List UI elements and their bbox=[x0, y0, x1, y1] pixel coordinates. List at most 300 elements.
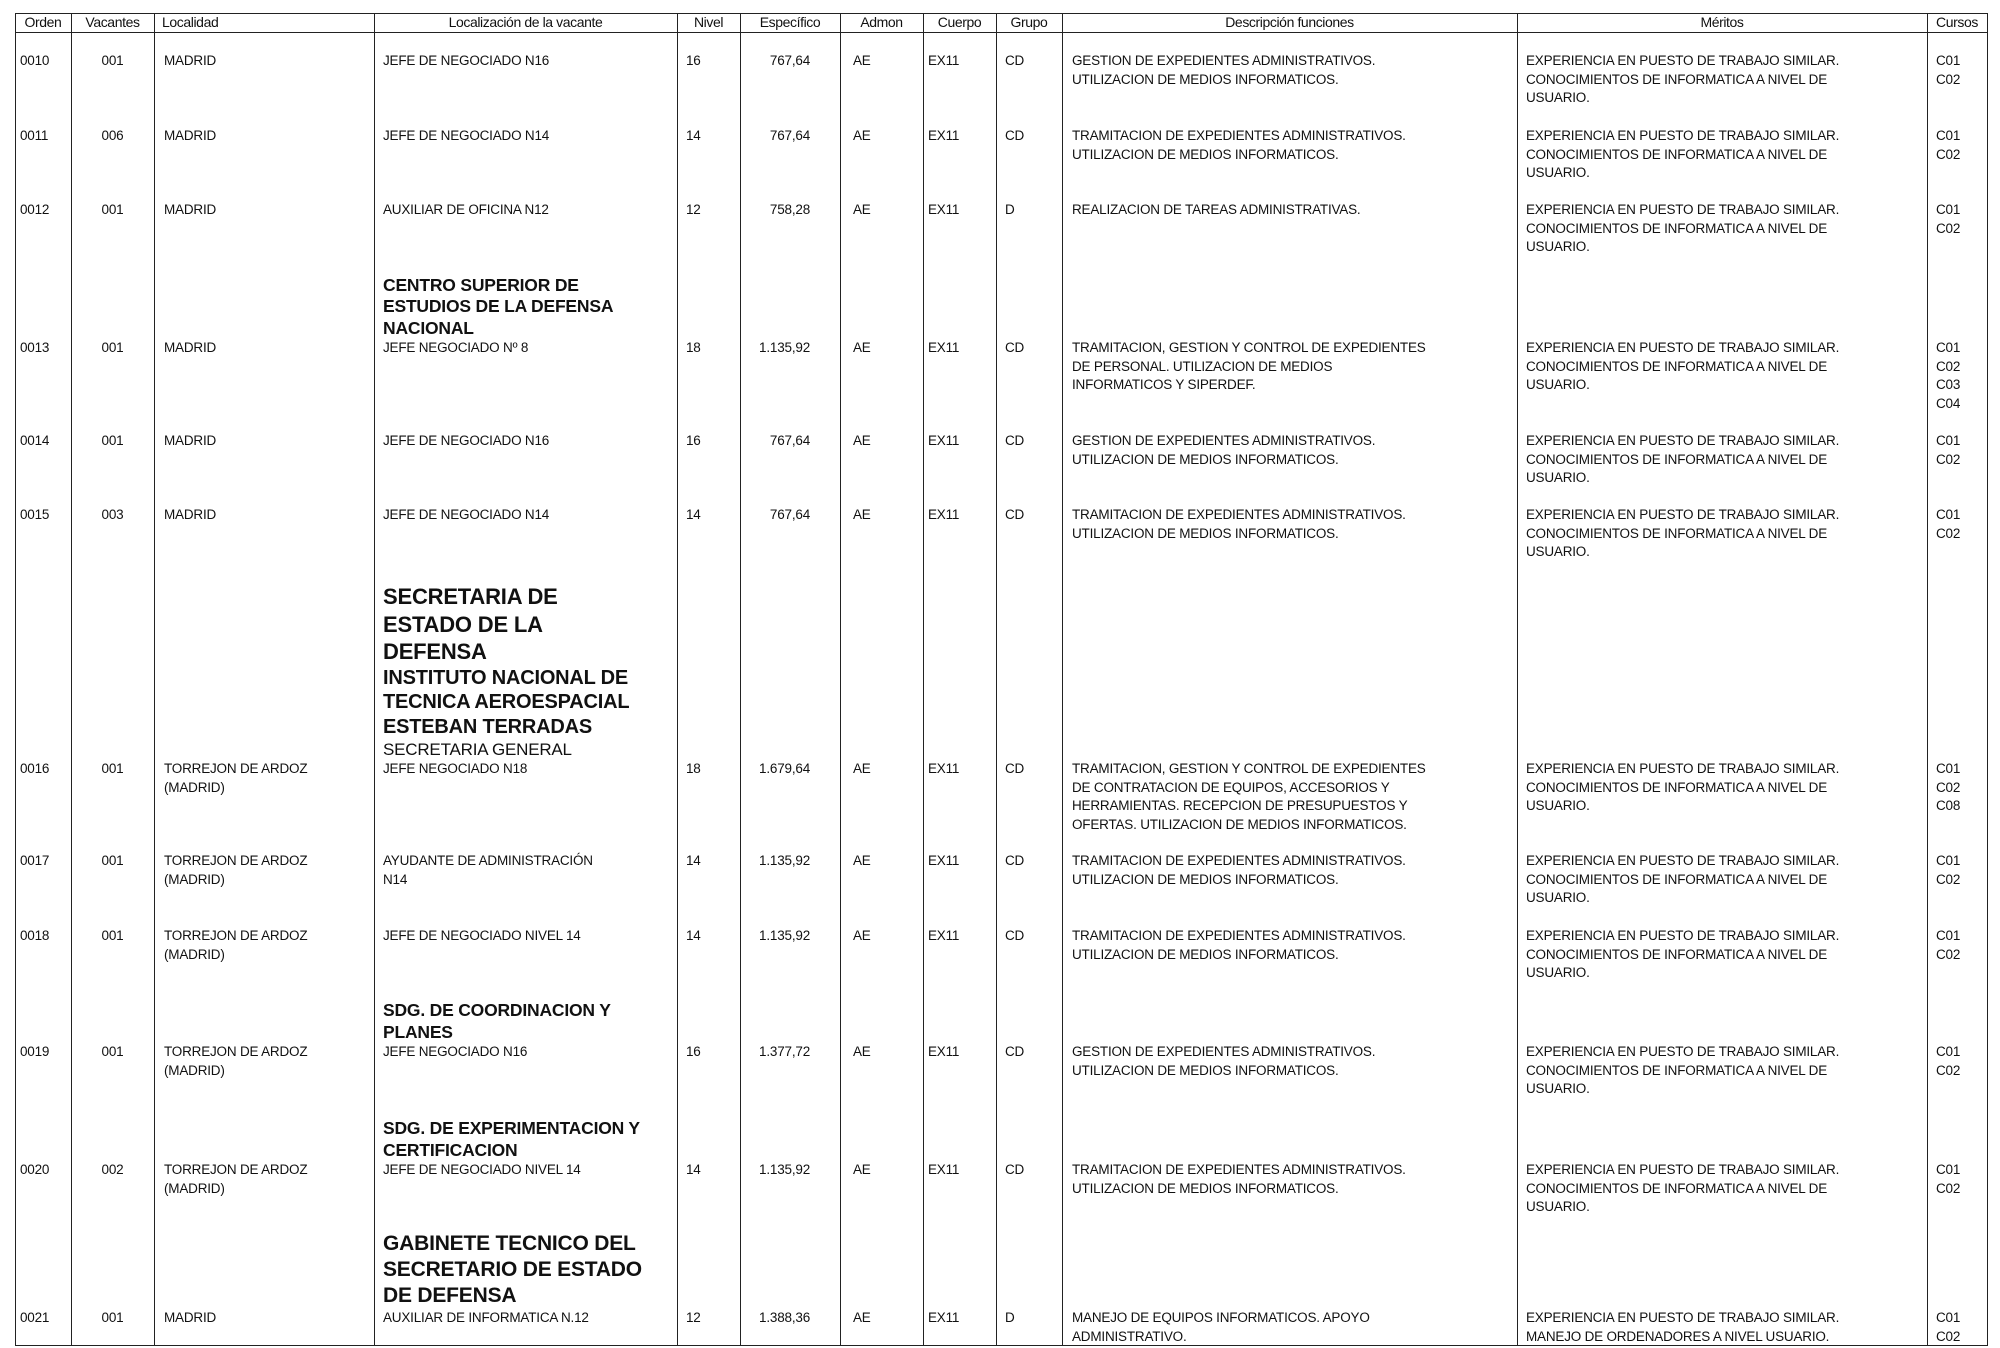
especifico-value: 1.377,72 bbox=[759, 1044, 810, 1059]
cell-especifico bbox=[740, 1161, 810, 1180]
grupo-value: CD bbox=[1005, 507, 1025, 522]
grupo-value: CD bbox=[1005, 853, 1025, 868]
nivel-value: 14 bbox=[686, 1162, 701, 1177]
puesto-value: JEFE DE NEGOCIADO NIVEL 14 bbox=[383, 1162, 581, 1177]
cursos-value: C01 C02 bbox=[1936, 928, 1961, 962]
grupo-value: CD bbox=[1005, 1044, 1025, 1059]
cell-meritos bbox=[1526, 1161, 1926, 1217]
nivel-value: 16 bbox=[686, 433, 701, 448]
admon-value: AE bbox=[853, 761, 871, 776]
nivel-value: 12 bbox=[686, 1310, 701, 1325]
cell-vacantes bbox=[71, 201, 154, 220]
cursos-value: C01 C02 bbox=[1936, 53, 1961, 87]
cell-cuerpo bbox=[928, 1161, 993, 1180]
cell-cuerpo bbox=[928, 1309, 993, 1328]
orden-value: 0012 bbox=[20, 202, 50, 217]
column-divider bbox=[1927, 13, 1928, 1346]
cell-vacantes bbox=[71, 432, 154, 451]
header-grupo: Grupo bbox=[1010, 14, 1048, 30]
puesto-value: JEFE DE NEGOCIADO N16 bbox=[383, 433, 550, 448]
nivel-value: 14 bbox=[686, 928, 701, 943]
cell-descripcion bbox=[1072, 432, 1517, 469]
cell-especifico bbox=[740, 52, 810, 71]
cell-nivel bbox=[686, 927, 736, 946]
cell-localidad bbox=[164, 1309, 369, 1328]
header-descripcion: Descripción funciones bbox=[1225, 14, 1354, 30]
descripcion-value: TRAMITACION, GESTION Y CONTROL DE EXPEDIENTES DE CONTRATACION DE EQUIPOS, ACCESORIOS Y HERRAMIENTAS. RECEPCION DE PRESUPUESTOS Y OFERTAS. UTILIZACION DE MEDIOS INFORMATICOS. bbox=[1072, 761, 1426, 832]
vacantes-value: 002 bbox=[101, 1162, 124, 1177]
cell-localidad bbox=[164, 1043, 369, 1080]
cell-descripcion bbox=[1072, 127, 1517, 164]
cuerpo-value: EX11 bbox=[928, 53, 960, 68]
puesto-value: AYUDANTE DE ADMINISTRACIÓN N14 bbox=[383, 853, 593, 887]
meritos-value: EXPERIENCIA EN PUESTO DE TRABAJO SIMILAR. MANEJO DE ORDENADORES A NIVEL USUARIO. bbox=[1526, 1310, 1840, 1344]
header-localizacion: Localización de la vacante bbox=[448, 14, 603, 30]
puesto-value: JEFE NEGOCIADO N16 bbox=[383, 1044, 528, 1059]
localidad-value: MADRID bbox=[164, 340, 217, 355]
cell-grupo bbox=[1005, 1161, 1060, 1180]
cursos-value: C01 C02 bbox=[1936, 1162, 1961, 1196]
descripcion-value: GESTION DE EXPEDIENTES ADMINISTRATIVOS. UTILIZACION DE MEDIOS INFORMATICOS. bbox=[1072, 1044, 1376, 1078]
section-heading bbox=[383, 1000, 713, 1043]
descripcion-value: TRAMITACION, GESTION Y CONTROL DE EXPEDIENTES DE PERSONAL. UTILIZACION DE MEDIOS INFORMATICOS Y SIPERDEF. bbox=[1072, 340, 1426, 393]
cursos-value: C01 C02 bbox=[1936, 1044, 1961, 1078]
cell-cuerpo bbox=[928, 127, 993, 146]
cell-admon bbox=[853, 927, 918, 946]
descripcion-value: MANEJO DE EQUIPOS INFORMATICOS. APOYO ADMINISTRATIVO. bbox=[1072, 1310, 1370, 1344]
especifico-value: 1.388,36 bbox=[759, 1310, 810, 1325]
cell-vacantes bbox=[71, 506, 154, 525]
localidad-value: MADRID bbox=[164, 202, 217, 217]
cell-descripcion bbox=[1072, 201, 1517, 220]
cell-grupo bbox=[1005, 927, 1060, 946]
vacantes-value: 001 bbox=[101, 761, 124, 776]
cursos-value: C01 C02 C03 C04 bbox=[1936, 340, 1961, 411]
orden-value: 0019 bbox=[20, 1044, 50, 1059]
vacantes-value: 006 bbox=[101, 128, 124, 143]
orden-value: 0011 bbox=[20, 128, 49, 143]
nivel-value: 14 bbox=[686, 507, 701, 522]
especifico-value: 758,28 bbox=[769, 202, 810, 217]
cell-especifico bbox=[740, 432, 810, 451]
cell-meritos bbox=[1526, 1309, 1926, 1346]
vacantes-value: 001 bbox=[101, 433, 124, 448]
column-divider bbox=[15, 13, 16, 1346]
cell-cursos bbox=[1936, 927, 1986, 964]
puesto-value: JEFE NEGOCIADO Nº 8 bbox=[383, 340, 529, 355]
cell-grupo bbox=[1005, 506, 1060, 525]
puesto-value: JEFE DE NEGOCIADO NIVEL 14 bbox=[383, 928, 581, 943]
cell-nivel bbox=[686, 760, 736, 779]
cell-vacantes bbox=[71, 52, 154, 71]
cell-vacantes bbox=[71, 127, 154, 146]
vacantes-value: 001 bbox=[101, 853, 124, 868]
cell-grupo bbox=[1005, 201, 1060, 220]
cell-cuerpo bbox=[928, 927, 993, 946]
descripcion-value: TRAMITACION DE EXPEDIENTES ADMINISTRATIVOS. UTILIZACION DE MEDIOS INFORMATICOS. bbox=[1072, 853, 1406, 887]
cell-cuerpo bbox=[928, 1043, 993, 1062]
vacantes-value: 003 bbox=[101, 507, 124, 522]
cell-nivel bbox=[686, 1043, 736, 1062]
puesto-value: AUXILIAR DE OFICINA N12 bbox=[383, 202, 549, 217]
admon-value: AE bbox=[853, 507, 871, 522]
cell-orden bbox=[20, 432, 70, 451]
cell-localidad bbox=[164, 339, 369, 358]
descripcion-value: TRAMITACION DE EXPEDIENTES ADMINISTRATIVOS. UTILIZACION DE MEDIOS INFORMATICOS. bbox=[1072, 1162, 1406, 1196]
cell-localidad bbox=[164, 1161, 369, 1198]
cell-meritos bbox=[1526, 760, 1926, 816]
header-orden: Orden bbox=[24, 14, 62, 30]
orden-value: 0010 bbox=[20, 53, 50, 68]
grupo-value: CD bbox=[1005, 1162, 1025, 1177]
vacantes-value: 001 bbox=[101, 928, 124, 943]
meritos-value: EXPERIENCIA EN PUESTO DE TRABAJO SIMILAR. CONOCIMIENTOS DE INFORMATICA A NIVEL DE USUARIO. bbox=[1526, 53, 1840, 106]
cell-vacantes bbox=[71, 1043, 154, 1062]
cell-puesto bbox=[383, 127, 673, 146]
admon-value: AE bbox=[853, 1310, 871, 1325]
cell-descripcion bbox=[1072, 506, 1517, 543]
cell-especifico bbox=[740, 760, 810, 779]
cell-orden bbox=[20, 127, 70, 146]
cell-puesto bbox=[383, 506, 673, 525]
cell-orden bbox=[20, 927, 70, 946]
cell-localidad bbox=[164, 927, 369, 964]
cell-especifico bbox=[740, 201, 810, 220]
cell-orden bbox=[20, 1043, 70, 1062]
cuerpo-value: EX11 bbox=[928, 340, 960, 355]
meritos-value: EXPERIENCIA EN PUESTO DE TRABAJO SIMILAR. CONOCIMIENTOS DE INFORMATICA A NIVEL DE USUARIO. bbox=[1526, 928, 1840, 981]
cell-descripcion bbox=[1072, 52, 1517, 89]
meritos-value: EXPERIENCIA EN PUESTO DE TRABAJO SIMILAR. CONOCIMIENTOS DE INFORMATICA A NIVEL DE USUARIO. bbox=[1526, 1162, 1840, 1215]
puesto-value: JEFE DE NEGOCIADO N14 bbox=[383, 507, 550, 522]
grupo-value: CD bbox=[1005, 761, 1025, 776]
cell-meritos bbox=[1526, 852, 1926, 908]
localidad-value: MADRID bbox=[164, 1310, 217, 1325]
grupo-value: D bbox=[1005, 1310, 1015, 1325]
cell-cuerpo bbox=[928, 852, 993, 871]
cell-grupo bbox=[1005, 1309, 1060, 1328]
localidad-value: MADRID bbox=[164, 128, 217, 143]
meritos-value: EXPERIENCIA EN PUESTO DE TRABAJO SIMILAR. CONOCIMIENTOS DE INFORMATICA A NIVEL DE USUARIO. bbox=[1526, 1044, 1840, 1097]
cell-vacantes bbox=[71, 1161, 154, 1180]
meritos-value: EXPERIENCIA EN PUESTO DE TRABAJO SIMILAR. CONOCIMIENTOS DE INFORMATICA A NIVEL DE USUARIO. bbox=[1526, 853, 1840, 906]
cursos-value: C01 C02 bbox=[1936, 1310, 1961, 1344]
localidad-value: TORREJON DE ARDOZ (MADRID) bbox=[164, 761, 308, 795]
cell-grupo bbox=[1005, 432, 1060, 451]
puesto-value: JEFE DE NEGOCIADO N14 bbox=[383, 128, 550, 143]
cell-meritos bbox=[1526, 52, 1926, 108]
cell-meritos bbox=[1526, 127, 1926, 183]
descripcion-value: TRAMITACION DE EXPEDIENTES ADMINISTRATIVOS. UTILIZACION DE MEDIOS INFORMATICOS. bbox=[1072, 928, 1406, 962]
section-heading bbox=[383, 1231, 713, 1309]
grupo-value: CD bbox=[1005, 433, 1025, 448]
nivel-value: 14 bbox=[686, 128, 701, 143]
cell-especifico bbox=[740, 927, 810, 946]
cell-admon bbox=[853, 432, 918, 451]
column-divider bbox=[154, 13, 155, 1346]
nivel-value: 16 bbox=[686, 53, 701, 68]
header-vacantes: Vacantes bbox=[85, 14, 140, 30]
puesto-value: JEFE DE NEGOCIADO N16 bbox=[383, 53, 550, 68]
cuerpo-value: EX11 bbox=[928, 128, 960, 143]
cell-descripcion bbox=[1072, 339, 1517, 395]
localidad-value: TORREJON DE ARDOZ (MADRID) bbox=[164, 928, 308, 962]
cell-localidad bbox=[164, 52, 369, 71]
grupo-value: CD bbox=[1005, 928, 1025, 943]
admon-value: AE bbox=[853, 202, 871, 217]
cell-puesto bbox=[383, 432, 673, 451]
section-heading bbox=[383, 583, 713, 760]
orden-value: 0013 bbox=[20, 340, 50, 355]
cell-especifico bbox=[740, 1309, 810, 1328]
cell-cursos bbox=[1936, 52, 1986, 89]
cell-nivel bbox=[686, 52, 736, 71]
cell-grupo bbox=[1005, 52, 1060, 71]
especifico-value: 1.135,92 bbox=[759, 340, 810, 355]
localidad-value: MADRID bbox=[164, 53, 217, 68]
cursos-value: C01 C02 bbox=[1936, 507, 1961, 541]
cell-grupo bbox=[1005, 1043, 1060, 1062]
cell-puesto bbox=[383, 927, 673, 946]
orden-value: 0016 bbox=[20, 761, 50, 776]
cell-orden bbox=[20, 506, 70, 525]
header-admon: Admon bbox=[860, 14, 903, 30]
admon-value: AE bbox=[853, 928, 871, 943]
header-cursos: Cursos bbox=[1936, 14, 1978, 30]
cell-grupo bbox=[1005, 852, 1060, 871]
cell-localidad bbox=[164, 506, 369, 525]
cell-meritos bbox=[1526, 1043, 1926, 1099]
heading-line: SDG. DE COORDINACION Y PLANES bbox=[383, 1000, 611, 1042]
heading-line: SECRETARIA GENERAL bbox=[383, 740, 572, 759]
heading-line: SDG. DE EXPERIMENTACION Y CERTIFICACION bbox=[383, 1118, 640, 1160]
cell-puesto bbox=[383, 1232, 673, 1328]
cell-nivel bbox=[686, 1161, 736, 1180]
cell-puesto bbox=[383, 1000, 673, 1062]
cell-puesto bbox=[383, 201, 673, 220]
cell-descripcion bbox=[1072, 760, 1517, 834]
vacantes-value: 001 bbox=[101, 340, 124, 355]
cuerpo-value: EX11 bbox=[928, 433, 960, 448]
cell-orden bbox=[20, 339, 70, 358]
cell-cursos bbox=[1936, 760, 1986, 816]
especifico-value: 767,64 bbox=[769, 507, 810, 522]
cursos-value: C01 C02 bbox=[1936, 128, 1961, 162]
cuerpo-value: EX11 bbox=[928, 1310, 960, 1325]
cell-descripcion bbox=[1072, 1043, 1517, 1080]
cell-orden bbox=[20, 852, 70, 871]
cell-nivel bbox=[686, 1309, 736, 1328]
header-especifico: Específico bbox=[759, 14, 821, 30]
cell-localidad bbox=[164, 760, 369, 797]
cell-especifico bbox=[740, 852, 810, 871]
cell-meritos bbox=[1526, 201, 1926, 257]
cell-vacantes bbox=[71, 760, 154, 779]
cell-puesto bbox=[383, 852, 673, 889]
meritos-value: EXPERIENCIA EN PUESTO DE TRABAJO SIMILAR. CONOCIMIENTOS DE INFORMATICA A NIVEL DE USUARIO. bbox=[1526, 128, 1840, 181]
cell-meritos bbox=[1526, 927, 1926, 983]
cell-orden bbox=[20, 760, 70, 779]
cell-admon bbox=[853, 1309, 918, 1328]
cell-cuerpo bbox=[928, 432, 993, 451]
column-divider bbox=[374, 13, 375, 1346]
cell-nivel bbox=[686, 339, 736, 358]
cell-orden bbox=[20, 1161, 70, 1180]
cell-vacantes bbox=[71, 1309, 154, 1328]
cell-cursos bbox=[1936, 1043, 1986, 1080]
cell-especifico bbox=[740, 1043, 810, 1062]
heading-line: GABINETE TECNICO DEL SECRETARIO DE ESTADO DE DEFENSA bbox=[383, 1232, 642, 1307]
cell-cursos bbox=[1936, 127, 1986, 164]
admon-value: AE bbox=[853, 340, 871, 355]
descripcion-value: TRAMITACION DE EXPEDIENTES ADMINISTRATIVOS. UTILIZACION DE MEDIOS INFORMATICOS. bbox=[1072, 128, 1406, 162]
localidad-value: TORREJON DE ARDOZ (MADRID) bbox=[164, 1162, 308, 1196]
orden-value: 0014 bbox=[20, 433, 50, 448]
meritos-value: EXPERIENCIA EN PUESTO DE TRABAJO SIMILAR. CONOCIMIENTOS DE INFORMATICA A NIVEL DE USUARIO. bbox=[1526, 433, 1840, 486]
cell-nivel bbox=[686, 201, 736, 220]
descripcion-value: REALIZACION DE TAREAS ADMINISTRATIVAS. bbox=[1072, 202, 1361, 217]
column-divider bbox=[1517, 13, 1518, 1346]
cuerpo-value: EX11 bbox=[928, 202, 960, 217]
cell-grupo bbox=[1005, 127, 1060, 146]
cell-cursos bbox=[1936, 506, 1986, 543]
nivel-value: 12 bbox=[686, 202, 701, 217]
cell-descripcion bbox=[1072, 852, 1517, 889]
meritos-value: EXPERIENCIA EN PUESTO DE TRABAJO SIMILAR. CONOCIMIENTOS DE INFORMATICA A NIVEL DE USUARIO. bbox=[1526, 507, 1840, 560]
cell-grupo bbox=[1005, 760, 1060, 779]
grupo-value: CD bbox=[1005, 53, 1025, 68]
orden-value: 0021 bbox=[20, 1310, 50, 1325]
cell-admon bbox=[853, 760, 918, 779]
nivel-value: 18 bbox=[686, 761, 701, 776]
admon-value: AE bbox=[853, 1044, 871, 1059]
cell-descripcion bbox=[1072, 927, 1517, 964]
localidad-value: TORREJON DE ARDOZ (MADRID) bbox=[164, 1044, 308, 1078]
admon-value: AE bbox=[853, 53, 871, 68]
column-divider bbox=[996, 13, 997, 1346]
cell-admon bbox=[853, 852, 918, 871]
heading-line: SECRETARIA DE ESTADO DE LA DEFENSA bbox=[383, 584, 558, 664]
cell-orden bbox=[20, 52, 70, 71]
cell-localidad bbox=[164, 201, 369, 220]
cell-localidad bbox=[164, 852, 369, 889]
cursos-value: C01 C02 C08 bbox=[1936, 761, 1961, 814]
cell-puesto bbox=[383, 1118, 673, 1180]
nivel-value: 14 bbox=[686, 853, 701, 868]
puesto-value: AUXILIAR DE INFORMATICA N.12 bbox=[383, 1310, 589, 1325]
especifico-value: 767,64 bbox=[769, 53, 810, 68]
orden-value: 0020 bbox=[20, 1162, 50, 1177]
especifico-value: 1.135,92 bbox=[759, 1162, 810, 1177]
cuerpo-value: EX11 bbox=[928, 928, 960, 943]
cell-nivel bbox=[686, 506, 736, 525]
cuerpo-value: EX11 bbox=[928, 1162, 960, 1177]
cell-cursos bbox=[1936, 201, 1986, 238]
cell-cursos bbox=[1936, 432, 1986, 469]
cell-especifico bbox=[740, 506, 810, 525]
grupo-value: D bbox=[1005, 202, 1015, 217]
header-localidad: Localidad bbox=[162, 14, 219, 30]
cell-nivel bbox=[686, 127, 736, 146]
vacantes-value: 001 bbox=[101, 1310, 124, 1325]
nivel-value: 18 bbox=[686, 340, 701, 355]
cell-orden bbox=[20, 1309, 70, 1328]
admon-value: AE bbox=[853, 433, 871, 448]
cell-admon bbox=[853, 1161, 918, 1180]
orden-value: 0017 bbox=[20, 853, 50, 868]
cell-puesto bbox=[383, 274, 673, 358]
cell-cuerpo bbox=[928, 201, 993, 220]
admon-value: AE bbox=[853, 853, 871, 868]
cell-cursos bbox=[1936, 852, 1986, 889]
cell-vacantes bbox=[71, 339, 154, 358]
cell-admon bbox=[853, 506, 918, 525]
header-meritos: Méritos bbox=[1700, 14, 1744, 30]
cell-admon bbox=[853, 127, 918, 146]
cell-especifico bbox=[740, 127, 810, 146]
cuerpo-value: EX11 bbox=[928, 507, 960, 522]
header-bottom-border bbox=[15, 32, 1987, 33]
especifico-value: 1.135,92 bbox=[759, 928, 810, 943]
cell-admon bbox=[853, 201, 918, 220]
orden-value: 0018 bbox=[20, 928, 50, 943]
column-divider bbox=[840, 13, 841, 1346]
cell-meritos bbox=[1526, 339, 1926, 395]
cell-cuerpo bbox=[928, 506, 993, 525]
column-divider bbox=[1062, 13, 1063, 1346]
section-heading bbox=[383, 1118, 713, 1161]
header-nivel: Nivel bbox=[693, 14, 724, 30]
cell-cursos bbox=[1936, 1309, 1986, 1346]
descripcion-value: GESTION DE EXPEDIENTES ADMINISTRATIVOS. UTILIZACION DE MEDIOS INFORMATICOS. bbox=[1072, 433, 1376, 467]
especifico-value: 1.135,92 bbox=[759, 853, 810, 868]
cell-puesto bbox=[383, 584, 673, 779]
cuerpo-value: EX11 bbox=[928, 1044, 960, 1059]
cell-cuerpo bbox=[928, 52, 993, 71]
puesto-value: JEFE NEGOCIADO N18 bbox=[383, 761, 528, 776]
descripcion-value: GESTION DE EXPEDIENTES ADMINISTRATIVOS. UTILIZACION DE MEDIOS INFORMATICOS. bbox=[1072, 53, 1376, 87]
localidad-value: MADRID bbox=[164, 433, 217, 448]
cell-localidad bbox=[164, 127, 369, 146]
cursos-value: C01 C02 bbox=[1936, 202, 1961, 236]
especifico-value: 1.679,64 bbox=[759, 761, 810, 776]
header-cuerpo: Cuerpo bbox=[937, 14, 982, 30]
vacantes-value: 001 bbox=[101, 202, 124, 217]
cell-vacantes bbox=[71, 852, 154, 871]
cell-admon bbox=[853, 339, 918, 358]
cell-nivel bbox=[686, 432, 736, 451]
cell-descripcion bbox=[1072, 1309, 1517, 1346]
cell-localidad bbox=[164, 432, 369, 451]
cell-grupo bbox=[1005, 339, 1060, 358]
admon-value: AE bbox=[853, 1162, 871, 1177]
cuerpo-value: EX11 bbox=[928, 761, 960, 776]
cell-cuerpo bbox=[928, 339, 993, 358]
heading-line: CENTRO SUPERIOR DE ESTUDIOS DE LA DEFENSA NACIONAL bbox=[383, 274, 614, 338]
cell-cursos bbox=[1936, 339, 1986, 413]
cursos-value: C01 C02 bbox=[1936, 853, 1961, 887]
admon-value: AE bbox=[853, 128, 871, 143]
cell-admon bbox=[853, 1043, 918, 1062]
cell-vacantes bbox=[71, 927, 154, 946]
cursos-value: C01 C02 bbox=[1936, 433, 1961, 467]
section-heading bbox=[383, 275, 713, 340]
cell-descripcion bbox=[1072, 1161, 1517, 1198]
grupo-value: CD bbox=[1005, 128, 1025, 143]
grupo-value: CD bbox=[1005, 340, 1025, 355]
cuerpo-value: EX11 bbox=[928, 853, 960, 868]
column-divider bbox=[1987, 13, 1988, 1346]
